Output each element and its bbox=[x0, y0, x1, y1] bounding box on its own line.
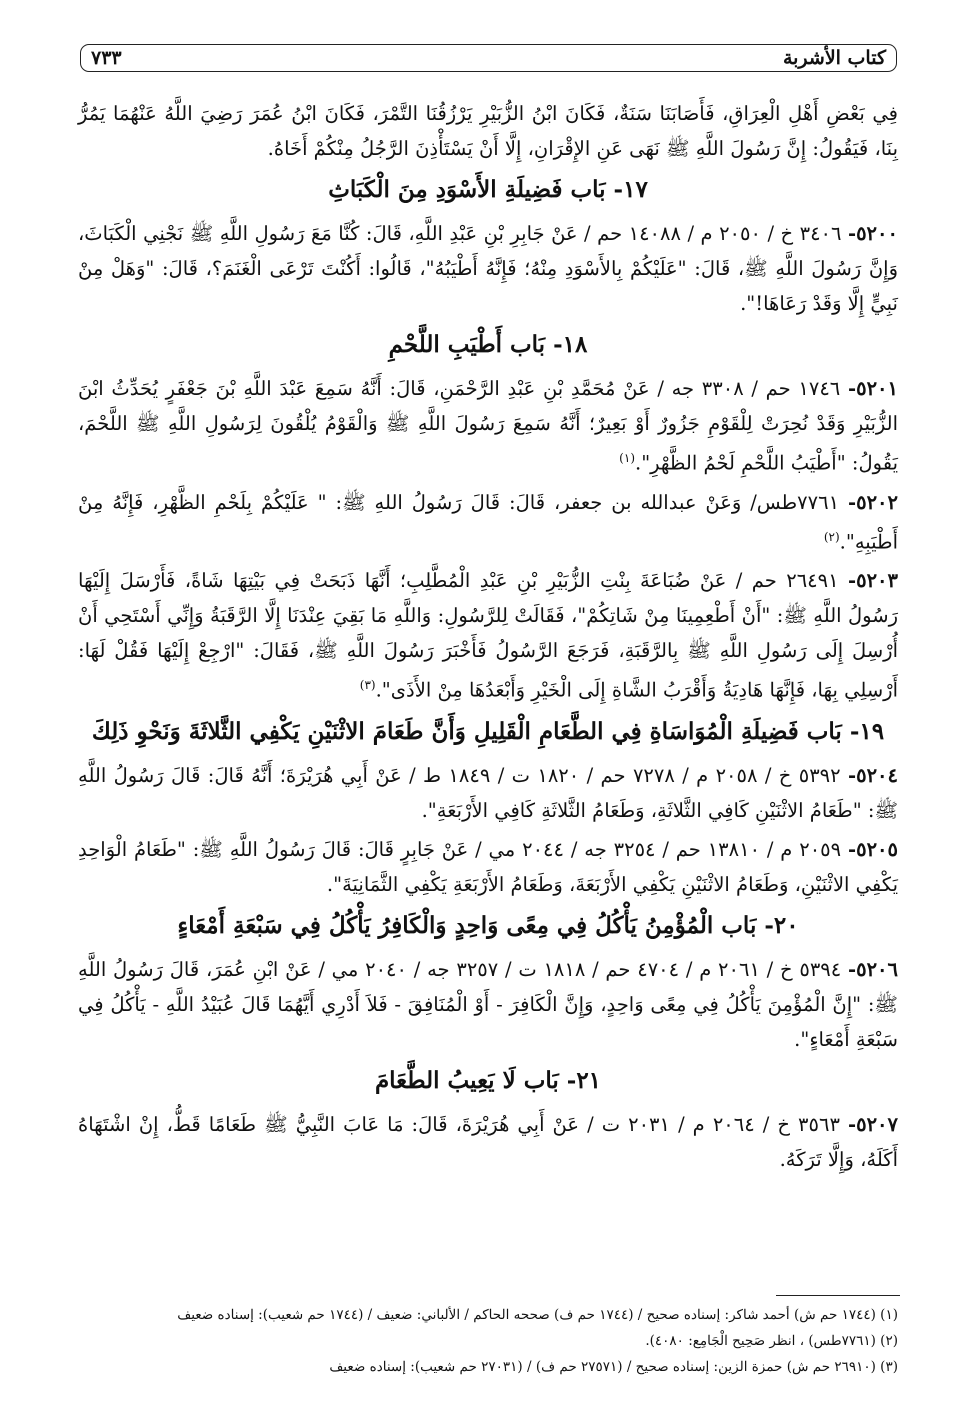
hadith-text: ٥٣٩٤ خ / ٢٠٦١ م / ٤٧٠٤ حم / ١٨١٨ ت / ٣٢٥٧ جه / ٢٠٤٠ مي / عَنْ ابْنِ عُمَرَ، قَالَ رَسُولُ اللَّهِ ﷺ: "إِنَّ الْمُؤْمِنَ يَأْكُلُ فِي مِعًى وَاحِدٍ، وَإِنَّ الْكَافِرَ - أَوْ الْمُنَافِقَ - فَلاَ أَدْرِي أَيَّهُمَا قَالَ عُبَيْدُ اللَّهِ - يَأْكُلُ فِي سَبْعَةِ أَمْعَاءٍ". bbox=[78, 957, 898, 1051]
footnote: (٢) (٧٧٦١طس) ، انظر صَحِيح الْجَامِع: ٤٠٨٠). bbox=[645, 1333, 898, 1349]
chapter-heading: ١٩- بَاب فَضِيلَةِ الْمُوَاسَاةِ فِي الطَّعَامِ الْقَلِيلِ وَأَنَّ طَعَامَ الاثْنَيْنِ يَكْفِي الثَّلاثَةَ وَنَحْوِ ذَلِكَ bbox=[91, 717, 885, 745]
hadith-text: ٧٧٦١طس/ وَعَنْ عبدالله بن جعفر، قَالَ: قَالَ رَسُولُ اللهِ ﷺ: " عَلَيْكُمْ بِلَحْمِ الظَّهْرِ، فَإِنَّهُ مِنْ أَطْيَبِهِ". bbox=[78, 490, 898, 553]
hadith-entry bbox=[78, 371, 898, 481]
page-header bbox=[80, 44, 897, 72]
footnote-marker: (١) bbox=[619, 451, 635, 465]
chapter-heading: ٢٠- بَاب الْمُؤْمِنُ يَأْكُلُ فِي مِعًى وَاحِدٍ وَالْكَافِرُ يَأْكُلُ فِي سَبْعَةِ أَمْعَاءٍ bbox=[177, 911, 799, 939]
hadith-number: ٥٢٠٥- bbox=[848, 837, 898, 861]
hadith-entry bbox=[78, 216, 898, 321]
body-text bbox=[78, 96, 898, 166]
hadith-entry bbox=[78, 485, 898, 560]
footnotes bbox=[78, 1302, 898, 1380]
book-title: كتاب الأشربة bbox=[782, 47, 886, 69]
hadith-number: ٥٢٠٦- bbox=[848, 957, 899, 981]
chapter-heading: ١٧- بَاب فَضِيلَةِ الأَسْوَدِ مِنَ الْكَبَاثِ bbox=[328, 176, 648, 203]
footnote-divider bbox=[776, 1295, 900, 1296]
footnote: (١) (١٧٤٤ حم ش) أحمد شاكر: إسناده صحيح / (١٧٤٤ حم ف) صححه الحاكم / الألباني: ضعيف / (١٧٤٤ حم شعيب): إسناده ضعيف bbox=[177, 1307, 898, 1323]
hadith-entry bbox=[78, 563, 898, 708]
hadith-entry bbox=[78, 758, 898, 828]
hadith-number: ٥٢٠٧- bbox=[848, 1112, 898, 1136]
chapter-heading: ٢١- بَاب لَا يَعِيبُ الطَّعَامَ bbox=[374, 1066, 602, 1094]
hadith-entry bbox=[78, 832, 898, 902]
chapter-heading: ١٨- بَاب أَطْيَبِ اللَّحْمِ bbox=[388, 331, 588, 358]
hadith-entry bbox=[78, 952, 898, 1057]
footnote-marker: (٢) bbox=[823, 529, 840, 544]
hadith-text: ٣٤٠٦ خ / ٢٠٥٠ م / ١٤٠٨٨ حم / عَنْ جَابِرِ بْنِ عَبْدِ اللَّهِ، قَالَ: كُنَّا مَعَ رَسُولِ اللَّهِ ﷺ نَجْنِي الْكَبَاثَ، وَإِنَّ رَسُولَ اللَّهِ ﷺ، قَالَ: "عَلَيْكُمْ بِالأَسْوَدِ مِنْهُ؛ فَإِنَّهُ أَطْيَبُهُ"، قَالُوا: أَكُنْتَ تَرْعَى الْغَنَمَ؟، قَالَ: "وَهَلْ مِنْ نَبِيٍّ إِلَّا وَقَدْ رَعَاهَا!". bbox=[78, 222, 898, 315]
hadith-text: فِي بَعْضِ أَهْلِ الْعِرَاقِ، فَأَصَابَنَا سَنَةٌ، فَكَانَ ابْنُ الزُّبَيْرِ يَرْزُقُنَا التَّمْرَ، فَكَانَ ابْنُ عُمَرَ رَضِيَ اللَّهُ عَنْهُمَا يَمُرُّ بِنَا، فَيَقُولُ: إِنَّ رَسُولَ اللَّهِ ﷺ نَهَى عَنِ الإِقْرَانِ، إِلَّا أَنْ يَسْتَأْذِنَ الرَّجُلُ مِنْكُمْ أَخَاهُ. bbox=[78, 102, 898, 160]
hadith-number: ٥٢٠٣- bbox=[848, 569, 898, 592]
hadith-text: ٢٦٤٩١ حم / عَنْ ضُبَاعَةَ بِنْتِ الزُّبَيْرِ بْنِ عَبْدِ الْمُطَّلِبِ؛ أَنَّهَا ذَبَحَتْ فِي بَيْتِهَا شَاةً، فَأَرْسَلَ إِلَيْهَا رَسُولُ اللَّهِ ﷺ: "أَنْ أَطْعِمِينَا مِنْ شَاتِكُمْ"، فَقَالَتْ لِلرَّسُولِ: وَاللَّهِ مَا بَقِيَ عِنْدَنَا إِلَّا الرَّقَبَةُ وَإِنِّي أَسْتَحِي أَنْ أُرْسِلَ إِلَى رَسُولِ اللَّهِ ﷺ بِالرَّقَبَةِ، فَرَجَعَ الرَّسُولُ فَأَخْبَرَ رَسُولَ اللَّهِ ﷺ، فَقَالَ: "ارْجِعْ إِلَيْهَا فَقُلْ لَهَا: أَرْسِلِي بِهَا، فَإِنَّهَا هَادِيَةُ وَأَقْرَبُ الشَّاةِ إِلَى الْخَيْرِ وَأَبْعَدُهَا مِنْ الأَذَى". bbox=[78, 569, 898, 702]
footnote: (٣) (٢٦٩١٠ حم ش) حمزة الزين: إسناده صحيح / (٢٧٥٧١ حم ف) / (٢٧٠٣١ حم شعيب): إسناده ضعيف bbox=[329, 1359, 898, 1375]
hadith-number: ٥٢٠٠- bbox=[847, 222, 898, 245]
page-body bbox=[78, 96, 898, 1181]
hadith-text: ٣٥٦٣ خ / ٢٠٦٤ م / ٢٠٣١ ت / عَنْ أَبِي هُرَيْرَةَ، قَالَ: مَا عَابَ النَّبِيُّ ﷺ طَعَامًا قَطُّ، إِنْ اشْتَهَاهُ أَكَلَهُ، وَإِلَّا تَرَكَهُ. bbox=[78, 1112, 898, 1171]
hadith-text: ٢٠٥٩ م / ١٣٨١٠ حم / ٣٢٥٤ جه / ٢٠٤٤ مي / عَنْ جَابِرٍ قَالَ: قَالَ رَسُولُ اللَّهِ ﷺ: "طَعَامُ الْوَاحِدِ يَكْفِي الاثْنَيْنِ، وَطَعَامُ الاثْنَيْنِ يَكْفِي الأَرْبَعَةَ، وَطَعَامُ الأَرْبَعَةِ يَكْفِي الثَّمَانِيَةَ". bbox=[78, 837, 898, 896]
hadith-entry bbox=[78, 1107, 898, 1177]
hadith-number: ٥٢٠٤- bbox=[848, 763, 899, 787]
hadith-number: ٥٢٠١- bbox=[848, 377, 898, 400]
footnote-marker: (٣) bbox=[359, 678, 376, 692]
hadith-number: ٥٢٠٢- bbox=[848, 490, 899, 514]
hadith-text: ٥٣٩٢ خ / ٢٠٥٨ م / ٧٢٧٨ حم / ١٨٢٠ ت / ١٨٤٩ ط / عَنْ أَبِي هُرَيْرَةَ؛ أَنَّهُ قَالَ: قَالَ رَسُولُ اللَّهِ ﷺ: "طَعَامُ الاثْنَيْنِ كَافِي الثَّلاثَةِ، وَطَعَامُ الثَّلاثَةِ كَافِي الأَرْبَعَةِ". bbox=[78, 763, 898, 822]
page-number: ٧٣٣ bbox=[91, 47, 122, 69]
hadith-text: ١٧٤٦ حم / ٣٣٠٨ جه / عَنْ مُحَمَّدِ بْنِ عَبْدِ الرَّحْمَنِ، قَالَ: أَنَّهُ سَمِعَ عَبْدَ اللَّهِ بْنَ جَعْفَرٍ يُحَدِّثُ ابْنَ الزُّبَيْرِ وَقَدْ نُحِرَتْ لِلْقَوْمِ جَزُورٌ أَوْ بَعِيرٌ؛ أَنَّهُ سَمِعَ رَسُولَ اللَّهِ ﷺ وَالْقَوْمُ يُلْقُونَ لِرَسُولِ اللَّهِ ﷺ اللَّحْمَ، يَقُولُ: "أَطْيَبُ اللَّحْمِ لَحْمُ الظَّهْرِ". bbox=[78, 377, 898, 475]
